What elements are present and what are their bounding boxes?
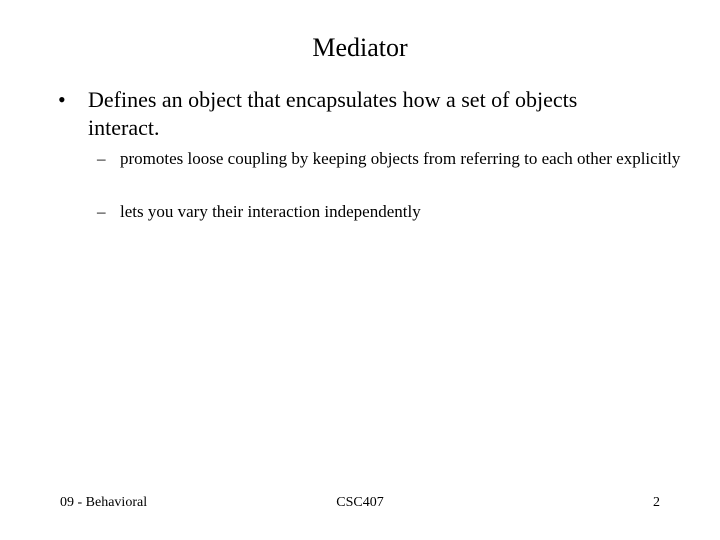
main-bullet-text: Defines an object that encapsulates how a set of objects interact. — [88, 87, 578, 140]
page-number: 2 — [653, 495, 660, 510]
footer-left-text: 09 - Behavioral — [60, 495, 148, 510]
sub-bullet-2-text: lets you vary their interaction independently — [120, 202, 421, 221]
slide-title: Mediator — [312, 33, 408, 62]
footer-center-text: CSC407 — [336, 495, 384, 510]
dash-marker-icon: – — [97, 202, 106, 221]
sub-bullet-1-text: promotes loose coupling by keeping objects from referring to each other explicitly — [120, 149, 681, 168]
dash-marker-icon: – — [97, 149, 106, 168]
bullet-marker-icon: • — [58, 87, 66, 112]
